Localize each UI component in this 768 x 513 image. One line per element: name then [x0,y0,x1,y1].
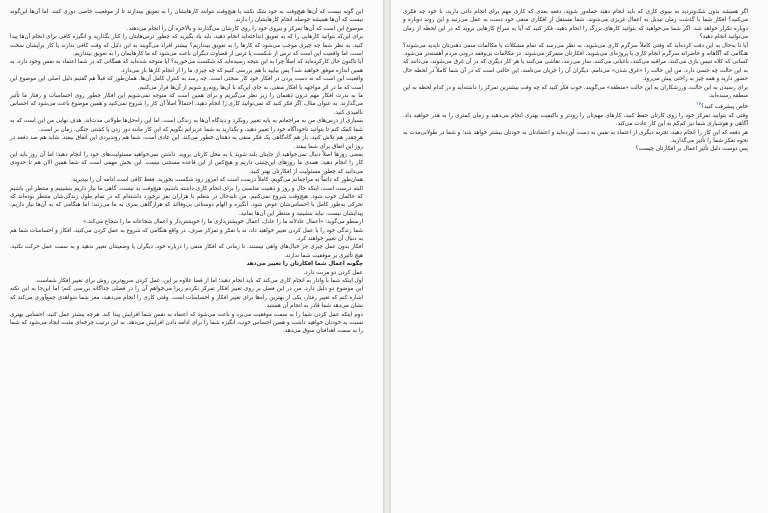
paragraph: بسیاری از درس‌های من به مراجعانم به پایه تغییر رویکرد و دیدگاه آن‌ها به زندگی است. اما این راه‌حل‌ها طولانی مدت‌اند. هدف نهایی من این است که به شما کمک کنم تا بتوانید ناخودآگاه خود را تغییر دهید، و بگذارید به شما عزیزانم بگویم که این کار مانند دور زدن یا کشتی جنگی، زمان بر است. [10,118,363,133]
paragraph: عمل کردن دو مزیت دارد. [303,269,363,276]
paragraph: هر دفعه که این کار را انجام دهید، تجربه دیگری از اعتماد به نفس به دست آورده‌اید و اعتمادتان به خودتان بیشتر خواهد شد؛ و شما در طولانی‌مدت به نحوه تفکر شما را تأثیر می‌گذارید. [403,129,748,144]
paragraph: ارسطو می‌گوید: «اعمال عادلانه ما را عادل، اعمال خویشتن‌داری ما را خویشتن‌دار و اعمال شجاعانه ما را شجاع می‌کند.» [82,219,363,226]
left-page [0,0,383,513]
paragraph: آیا تا به‌حال به این دقت کرده‌اید که وقتی کاملاً سرگرم کاری می‌شوید، به نظر می‌رسد که تمام مشکلات یا مکالمات منفی ذهنی‌تان ناپدید می‌شوند؟ هنگامی که آگاهانه و حاضرانه سرگرم انجام کاری با پروژه‌ای می‌شوید، افکارتان متمرکز می‌شوند. در مکالمات بی‌وقفه درونی مردم آهسته‌تر می‌شود. کسانی که کلاه تنیس بازی می‌کنند، مراقبه می‌کنند، باغبانی می‌کنند، ساز می‌زنند، نقاشی می‌کنند یا هر کار دیگری که در آن غرق می‌شوند، می‌دانند که به این حالت چه حسی دارد. من این حالت را «غرق شدن» می‌نامم. دیگران آن را جریان می‌نامند. این حالتی است که در آن شما کاملاً در لحظه حال حضور دارید و همه چیز به راحتی پیش می‌رود. [403,42,748,83]
paragraph: برای رسیدن به این حالت، ورزشکاران به این حالت «منطقه» می‌گویند. خوب فکر کنید که چه وقت بیشترین تمرکز را داشته‌اید و در کدام لحظه به این منطقه رسیده‌اید. [403,84,748,100]
note-text: خاص پیشرفت کنید؟ [701,104,748,111]
section-heading: چگونه اعمال شما افکارتان را تغییر می‌دهد [246,261,363,268]
book-gutter [383,0,391,513]
paragraph: برای این‌که بتوانید کارهایی را که به تعویق انداخته‌اید انجام دهید، باید یاد بگیرید که چطور ترس‌هایتان را کنار بگذارید و انگیزه کافی برای انجام آن‌ها پیدا کنید. به نظر شما چه چیزی موجب می‌شود که کارها را به تعویق بیندازیم؟ بیشتر افراد می‌گویند به این دلیل که وقت کافی ندارند یا کار برایشان سخت است، اما واقعیت این است که ترس از شکست یا ترس از قضاوت دیگران باعث می‌شود که ما کارهایمان را به تعویق بیندازیم. [10,34,363,58]
paragraph: افکار بدون عمل چیزی جز خیال‌های واهی نیستند. تا زمانی که افکار منفی را درباره خود، دیگران یا وضعیتتان تغییر ندهید و به سمت عمل حرکت نکنید، هیچ تأثیری بر موفقیت شما ندارند. [10,244,363,259]
paragraph: موضوع این است که آن‌ها تمرکز و نیروی خود را روی کارشان می‌گذارند و بالاخره آن را انجام می‌دهند. [126,25,363,32]
footnote-marker: ۱۷ [695,101,702,108]
paragraph: شما زندگی خود را با عمل کردن تغییر خواهید داد، نه با تفکر و تمرکز صرف. در واقع هنگامی که شروع به عمل کردن می‌کنید، افکار و احساسات شما هم به دنبال آن تغییر خواهند کرد. [10,227,363,242]
paragraph: واقعیت این است که نه دست بردن در افکار خود کار سختی است. چه رسد به کنترل کامل آن‌ها. همان‌طور که قبلاً هم گفتیم دلیل اصلی این موضوع این است که ما در اثر مواجهه با افکار منفی، به جای این‌که با آن‌ها روبه‌رو شویم از آن‌ها فرار می‌کنیم. [10,76,363,91]
paragraph: بعضی روزها اصلاً دنبال نمی‌خواهید از جایتان بلند شوید یا به محل کارتان بروید. داشتن نمی‌خواهید مسئولیت‌های خود را انجام دهید؛ اما آن روز باید این کار را انجام دهید. همه‌ی ما روزهای این‌چنینی داریم و هیچ‌کس از این قاعده مستثنی نیست. این بخش مهمی است که شما همین الان هم تا حدودی می‌دانید که چطور مسئولیت از افکارتان بهتر کنید. [10,151,363,175]
paragraph: دوم اینکه عمل کردن شما را به سمت موفقیت می‌برد و باعث می‌شود که اعتماد به نفس شما افزایش پیدا کند. هرچه بیشتر عمل کنید، احساس بهتری نسبت به خودتان خواهید داشت و همین احساس خوب، انگیزه شما را برای ادامه دادن افزایش می‌دهد. به این ترتیب چرخه‌ای مثبت ایجاد می‌شود که شما را به سمت اهدافتان سوق می‌دهد. [10,311,363,335]
paragraph: این موضوع دو دلیل دارد. من در این فصل بر روی تغییر افکار تمرکز نکردم زیرا می‌خواهم آن را در فصلی جداگانه بررسی کنم؛ اما این‌جا به این نکته اشاره کنم که تغییر رفتار، یکی از بهترین راه‌ها برای تغییر افکار و احساسات است. وقتی کاری را انجام می‌دهید، مغز شما شواهدی جمع‌آوری می‌کند که نشان می‌دهد شما قادر به انجام آن هستید. [10,286,363,310]
right-page-text [403,8,748,154]
paragraph: این گونه نیست که آن‌ها هیچ‌وقت به خود شک نکنند یا هیچ‌وقت نتوانند کارهایشان را به تعویق بیندازند تا از موقعیت خاصی دوری کنند. اما آن‌ها این‌گونه نیست که آن‌ها همیشه حوصله انجام کارهایشان را دارند. [10,9,363,24]
paragraph: البته درست است، اینکه حال و روز و ذهنیت مناسبی را برای انجام کاری داشته باشیم، هیچ‌وقت بد نیست. گاهی ما نیاز داریم بنشینیم و منتظر این باشیم که حالمان خوب شود. هیچ‌وقت شروع نمی‌کنیم. من تابه‌حال در شغلم با هزاران نفر برخورد داشته‌ام که در تمام طول زندگی‌شان منتظر بوده‌اند که تحرکی به‌طور کامل یا احساس‌شان عوض شود. انگیزه و الهام دوستانی بی‌وفااند که هرازگاهی سری به ما می‌زنند؛ اما هنگامی که به آن‌ها نیاز داریم، پیدایشان نیست. نباید بنشینید و منتظر این آن‌ها بمانید. [10,185,363,217]
paragraph: اول اینکه شما با وادار به انجام کاری می‌کند که باید انجام دهید؛ اما از قضا علاوه بر این، عمل کردن سریع‌ترین روش برای تغییر افکار شماست. [35,278,363,284]
paragraph: پس دوست دلیل تأثیر اعمال بر افکارتان چیست؟ [635,146,748,153]
right-page [391,0,768,513]
note-paragraph [403,100,748,111]
paragraph: آیا تاکنون حال کارکرده‌اید که اصلاً چرا به این نتیجه رسیده‌اید که شکست می‌خورید؟ آیا متوجه شده‌اید که همگانی که در شما اعتماد به نفس وجود دارد، به همین اندازه موفق خواهید شد؟ پس بیایید با هم بررسی کنیم که چه چیزی ما را از انجام کارها باز می‌دارد. [10,59,363,74]
paragraph: اگر همیشه بدون شک‌وتردید به سوی کاری که باید انجام دهید حمله‌ور شوید، دفعه بعدی که کاری مهم برای انجام دادن دارید، با خود چه فکری می‌کنید؟ افکار شما با گذشت زمان تبدیل به اعمال غریزی می‌شوند. شما مستقل از افکاری منفی خود دست به عمل می‌زنید و این روند دوباره و دوباره تکرار خواهد شد. اگر شما می‌خواهید که بتوانید کارهای بزرگ را انجام دهید، فکر کنید که آیا به سراغ کارهایی بروید که در این لحظه از زمان می‌توانید انجام دهید؟ [403,9,748,41]
paragraph: وقتی که بتوانید تمرکز خود را روی کارتان حفظ کنید، کارهای مهم‌تان را زودتر و باکیفیت بهتری انجام می‌دهید و زمان کمتری را به هدر خواهید داد. آگاهی و هوشیاری شما نیز کم‌کم به این کار عادت می‌کند. [403,112,748,128]
left-page-text [10,8,363,336]
paragraph: ما به ندرت افکار مهم درون ذهنمان را زیر نظر می‌گیریم و برای همین است که متوجه نمی‌شویم این افکار چطور روی احساسات و رفتار ما تأثیر می‌گذارند. به عنوان مثال، اگر فکر کنید که نمی‌توانید کاری را انجام دهید، احتمالاً اصلاً آن کار را شروع نمی‌کنید و همین موضوع باعث می‌شود که احساس ناامیدی کنید. [10,93,363,116]
paragraph: همان‌طور که دائماً به مراجعانم می‌گویم، کاملاً درست است که امروز زود شکست بخورید. فقط کافی است ادامه آن را بپذیرید. [71,177,363,184]
paragraph: هرچقدر هم تلاش کنید، باز هم گاه‌گاهی یک فکر منفی به ذهنتان خطور می‌کند. این عادی است. شما هم روندبردی این اتفاق بیفتد. شاید هم صد دفعه در روز این اتفاق برای شما بیفتد. [10,135,363,150]
